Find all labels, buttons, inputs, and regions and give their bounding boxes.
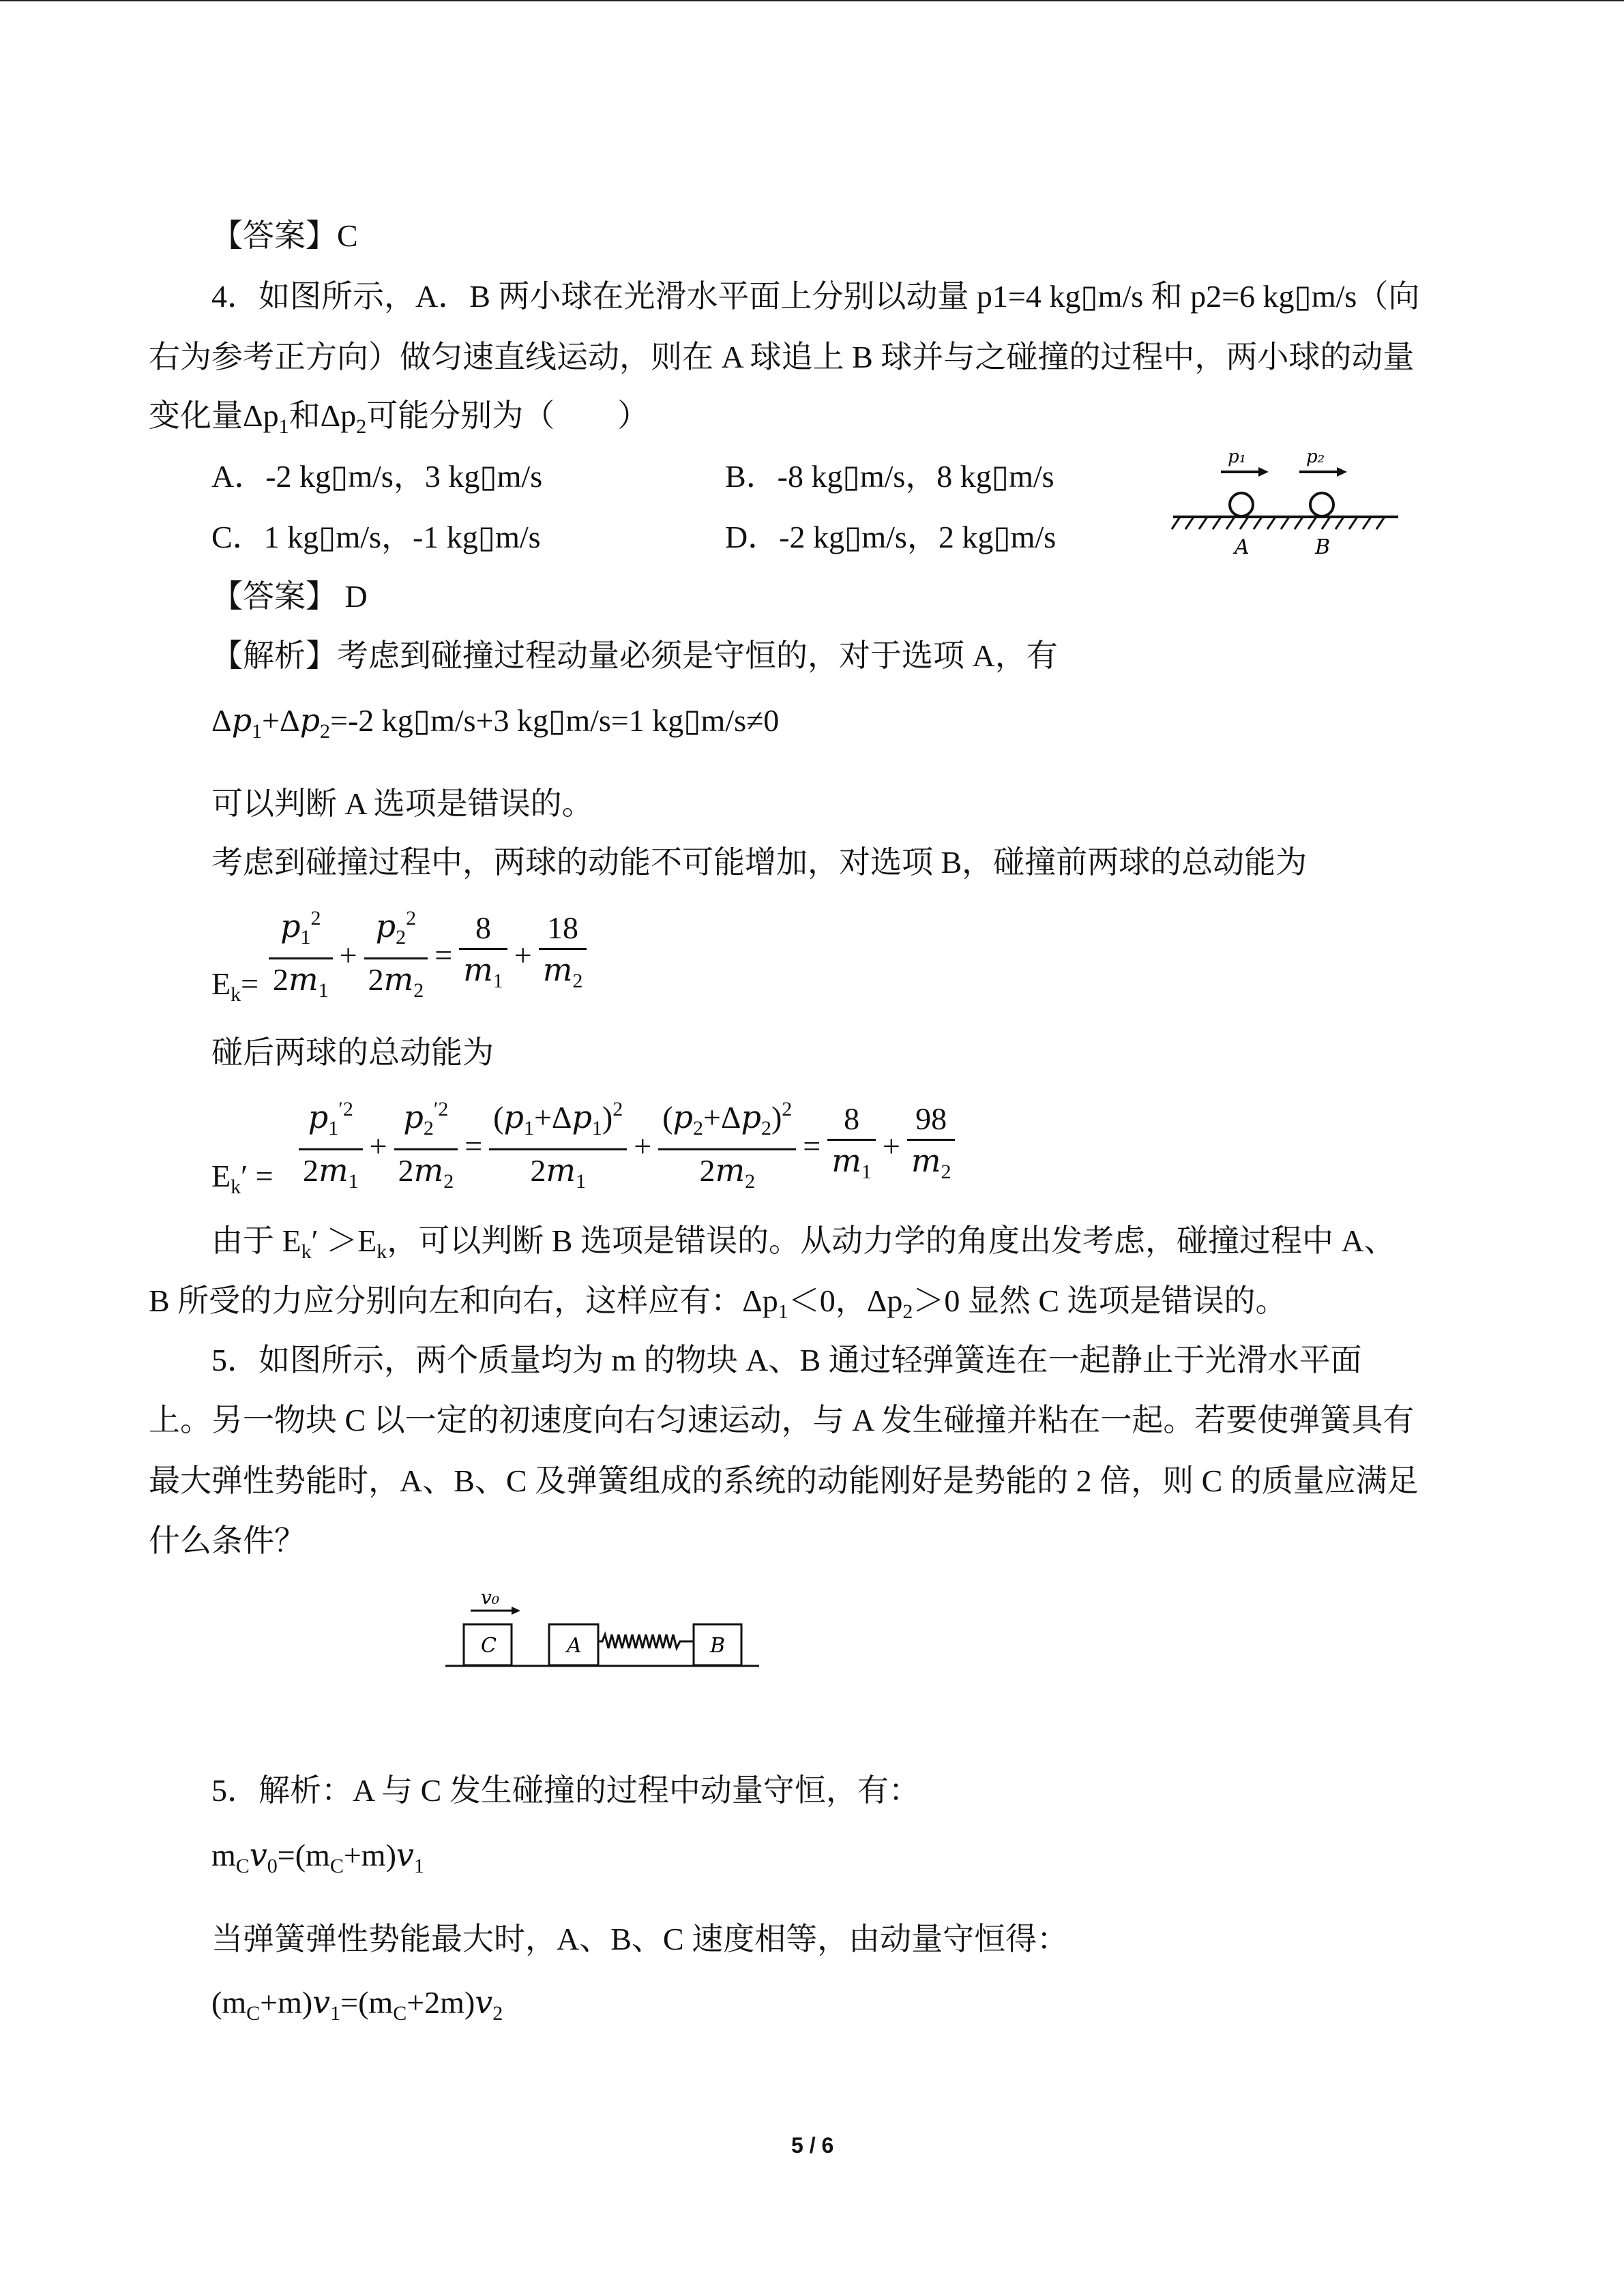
q4-option-d: D．-2 kg▯m/s，2 kg▯m/s <box>725 520 1057 554</box>
q5-equation-1: $m_Cv_0=(m_C+m)v_1$ <box>211 1836 424 1877</box>
q4-analysis-line-9: B 所受的力应分别向左和向右，这样应有：$\Delta p_1<0$，$\Delta p_2>0$ 显然 C 选项是错误的。 <box>149 1283 1287 1323</box>
q4-answer: 【答案】 D <box>211 579 368 614</box>
q5-solution-line-3: 当弹簧弹性势能最大时，A、B、C 速度相等，由动量守恒得： <box>211 1922 1069 1956</box>
ek-prime-label: $E_k'$ = <box>211 1159 274 1198</box>
ek-label: $E_k=$ <box>211 966 259 1006</box>
figure-label-a: A <box>1235 535 1250 559</box>
figure-v0: v₀ <box>481 1586 500 1609</box>
q4-analysis-line-4: 考虑到碰撞过程中，两球的动能不可能增加，对选项 B，碰撞前两球的总动能为 <box>211 845 1308 880</box>
svg-text:B: B <box>710 1634 726 1658</box>
ground-hatch <box>1172 517 1385 529</box>
q4-analysis-line-6: 碰后两球的总动能为 <box>211 1035 494 1070</box>
q5-equation-2: $(m_C+m)v_1=(m_C+2m)v_2$ <box>211 1984 503 2025</box>
q4-line-1: 4．如图所示，A．B 两小球在光滑水平面上分别以动量 p1=4 kg▯m/s 和 p2=6 kg▯m/s（向 <box>211 279 1420 314</box>
answer-label: 【答案】 <box>211 218 337 253</box>
q4-figure <box>1166 445 1405 567</box>
q4-line-3: 变化量$\Delta p_1$和$\Delta p_2$可能分别为（ ） <box>149 398 649 438</box>
page-number: 5 / 6 <box>791 2133 834 2158</box>
ek-prime-formula: $\frac{p_1^{'2}}{2m_1}$ + $\frac{p_2^{'2}}{2m_2}$ = $\frac{(p_1+\Delta p_1)^2}{2m_1}$ + $\frac{(p_2+\Delta p_2)^2}{2m_2}$ = $\frac{8}{m_1}$ + $\frac{98}{m_2}$ <box>296 1090 958 1202</box>
spring-icon <box>598 1635 694 1648</box>
q5-line-4: 什么条件？ <box>149 1523 306 1558</box>
q4-option-b: B．-8 kg▯m/s，8 kg▯m/s <box>725 459 1054 494</box>
q5-line-3: 最大弹性势能时，A、B、C 及弹簧组成的系统的动能刚好是势能的 2 倍，则 C 的质量应满足 <box>149 1463 1419 1498</box>
page-top-border <box>0 0 1624 1</box>
ek-formula: $\frac{p_1^2}{2m_1}$ + $\frac{p_2^2}{2m_2}$ = $\frac{8}{m_1}$ + $\frac{18}{m_2}$ <box>266 899 589 1011</box>
q5-line-2: 上。另一物块 C 以一定的初速度向右匀速运动，与 A 发生碰撞并粘在一起。若要使弹簧具有 <box>149 1403 1415 1437</box>
q4-analysis-line-8: 由于 $E_k' >E_k$，可以判断 B 选项是错误的。从动力学的角度出发考虑，碰撞过程中 A、 <box>211 1223 1396 1263</box>
ball-a-icon <box>1230 493 1253 516</box>
q5-line-1: 5．如图所示，两个质量均为 m 的物块 A、B 通过轻弹簧连在一起静止于光滑水平面 <box>211 1343 1362 1377</box>
figure-label-b: B <box>1315 535 1331 559</box>
svg-text:A: A <box>567 1634 582 1658</box>
ball-b-icon <box>1310 493 1333 516</box>
q5-figure <box>440 1583 764 1672</box>
q4-analysis-line-1: 【解析】考虑到碰撞过程动量必须是守恒的，对于选项 A，有 <box>211 638 1058 673</box>
q4-analysis-line-3: 可以判断 A 选项是错误的。 <box>211 786 593 821</box>
q4-option-c: C．1 kg▯m/s，-1 kg▯m/s <box>211 520 541 554</box>
figure-label-p1: p₁ <box>1228 447 1247 467</box>
answer-value: C <box>337 218 358 253</box>
figure-label-p2: p₂ <box>1306 447 1325 467</box>
svg-text:C: C <box>481 1634 497 1658</box>
answer-3 <box>211 215 358 256</box>
q4-line-2: 右为参考正方向）做匀速直线运动，则在 A 球追上 B 球并与之碰撞的过程中，两小球的动量 <box>149 340 1415 374</box>
q5-solution-line-1: 5．解析：A 与 C 发生碰撞的过程中动量守恒，有： <box>211 1773 920 1808</box>
q4-option-a: A．-2 kg▯m/s，3 kg▯m/s <box>211 459 543 494</box>
q4-equation-1: $\Delta p_1+\Delta p_2=-2$ kg▯m/s+3 kg▯m/s=1 kg▯m/s≠0 <box>211 702 780 743</box>
